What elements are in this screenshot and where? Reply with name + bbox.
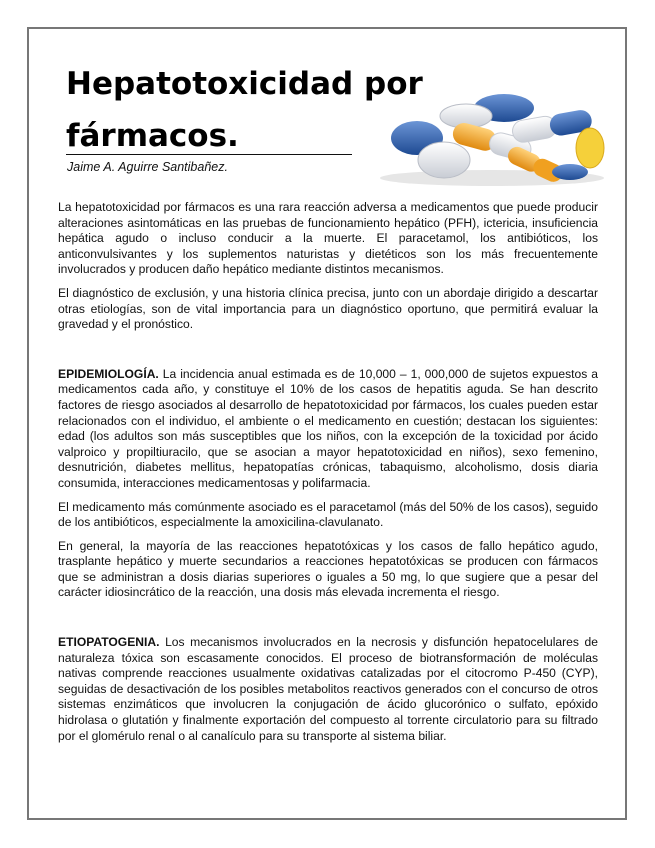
intro-paragraph: La hepatotoxicidad por fármacos es una rara reacción adversa a medicamentos que puede producir alteraciones asintomáticas en las pruebas de funcionamiento hepático (PFH), ictericia, insuficiencia hepática agudo o incluso conducir a la muerte. El paracetamol, los antibióticos, los anticonvulsivantes y los suplementos naturistas y dietéticos son los más frecuentemente involucrados y producen daño hepático mediante distintos mecanismos. [58,200,598,277]
pill-yellow-tablet [576,128,604,168]
pill-blue-small [552,164,588,180]
etiopatogenia-text: Los mecanismos involucrados en la necrosis y disfunción hepatocelulares de naturaleza tóxica son escasamente conocidos. El proceso de biotransformación de moléculas nativas comprende reacciones usualmente oxidativas catalizadas por el citocromo P-450 (CYP), seguidas de desactivación de los posibles metabolitos reactivos generados con el concurso de otros sistemas enzimáticos que involucren la conjugación de ácido glucorónico o sulfato, epóxido hidrolasa o glutatión y finalmente exportación del compuesto al torrente circulatorio para su filtrado por el glomérulo renal o al canalículo para su transporte al sistema biliar. [58,635,598,743]
document-title: Hepatotoxicidad por fármacos. [66,66,423,154]
epidemiologia-paragraph: El medicamento más comúnmente asociado es el paracetamol (más del 50% de los casos), seguido de los antibióticos, especialmente la amoxicilina-clavulanato. [58,499,598,530]
etiopatogenia-paragraph [58,635,598,744]
pill-white-tablet [418,142,470,178]
document-body [58,200,598,752]
epidemiologia-paragraph: En general, la mayoría de las reacciones hepatotóxicas y los casos de fallo hepático agudo, trasplante hepático y muerte secundarios a reacciones hepatotóxicas se producen con fármacos que se administran a dosis diarias superiores o iguales a 50 mg, lo que sugiere que a pesar del carácter idiosincrático de la reacción, una dosis más elevada incrementa el riesgo. [58,538,598,600]
section-heading-etiopatogenia: ETIOPATOGENIA. [58,635,160,650]
epidemiologia-paragraph [58,367,598,492]
title-underline [66,154,352,155]
section-heading-epidemiologia: EPIDEMIOLOGÍA. [58,366,159,381]
intro-paragraph: El diagnóstico de exclusión, y una historia clínica precisa, junto con un abordaje dirigido a descartar otras etiologías, son de vital importancia para un diagnóstico oportuno, que permitirá evaluar la gravedad y el pronóstico. [58,285,598,332]
pills-image [372,86,606,188]
epidemiologia-text: La incidencia anual estimada es de 10,000 – 1, 000,000 de sujetos expuestos a medicamentos cada año, y constituye el 10% de los casos de hepatitis aguda. Se han descrito factores de riesgo asociados al desarrollo de hepatotoxicidad por fármacos, los cuales pueden estar relacionados con el individuo, el ambiente o el medicamento en cuestión; destacan los siguientes: edad (los adultos son más susceptibles que los niños, con la excepción de la toxicidad por ácido valproico y propiltiuracilo, que se asocian a mayor hepatotoxicidad en niños), sexo femenino, desnutrición, diabetes mellitus, hepatopatías crónicas, tabaquismo, alcoholismo, dosis diaria consumida, interacciones medicamentosas y polifarmacia. [58,366,598,490]
author-name: Jaime A. Aguirre Santibañez. [67,160,228,174]
